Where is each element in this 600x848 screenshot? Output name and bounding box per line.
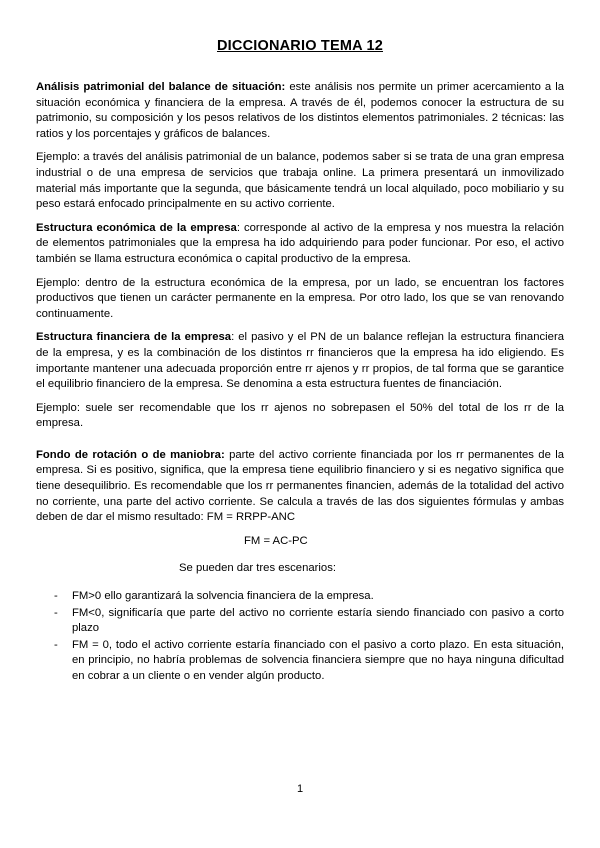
- list-item-text: FM = 0, todo el activo corriente estaría financiado con el pasivo a corto plazo. En esta situación, en principio, no habría problemas de solvencia financiera siempre que no haya ninguna dificultad en cobrar a un cliente o en vender algún producto.: [72, 638, 564, 682]
- definition-fondo-de-maniobra: [36, 448, 564, 526]
- definition-analisis-patrimonial: [36, 80, 564, 142]
- definition-text: este análisis nos permite un primer acercamiento a la situación económica y financiera de la empresa. A través de él, podemos conocer la estructura de su patrimonio, su composición y los pesos relativos de los distintos elementos patrimoniales. 2 técnicas: las ratios y los porcentajes y gráficos de balances.: [36, 81, 564, 140]
- definition-text: : corresponde al activo de la empresa y nos muestra la relación de elementos patrimoniales que la empresa ha ido adquiriendo para poder funcionar. Por eso, el activo también se llama estructura económica o capital productivo de la empresa.: [36, 221, 564, 265]
- scenarios-intro: Se pueden dar tres escenarios:: [179, 562, 336, 575]
- example-estructura-economica: Ejemplo: dentro de la estructura económica de la empresa, por un lado, se encuentran los factores productivos que tienen un carácter permanente en la empresa. Por otro lado, los que se van renovando continuamente.: [36, 276, 564, 320]
- list-dash: -: [54, 638, 58, 651]
- scenarios-list: [36, 589, 564, 685]
- list-item-text: FM>0 ello garantizará la solvencia financiera de la empresa.: [72, 590, 374, 603]
- page-number: 1: [296, 783, 304, 795]
- definition-estructura-financiera: [36, 330, 564, 392]
- term: Análisis patrimonial del balance de situación:: [36, 81, 286, 93]
- term: Fondo de rotación o de maniobra:: [36, 448, 225, 461]
- term: Estructura financiera de la empresa: [36, 331, 232, 344]
- definition-text: : el pasivo y el PN de un balance reflejan la estructura financiera de la empresa, y es la combinación de los distintos rr financieros que la empresa ha ido eligiendo. Es importante mantener una adecuada proporción entre rr ajenos y rr propios, de tal forma que se garantice el equilibrio financiero de la empresa. Se denomina a esta estructura fuentes de financiación.: [36, 331, 564, 391]
- example-estructura-financiera: Ejemplo: suele ser recomendable que los rr ajenos no sobrepasen el 50% del total de los rr de la empresa.: [36, 401, 564, 430]
- document-body: [36, 80, 564, 686]
- definition-estructura-economica: [36, 221, 564, 268]
- list-item: [36, 589, 564, 605]
- definition-text: parte del activo corriente financiada por los rr permanentes de la empresa. Si es positivo, significa, que la empresa tiene equilibrio financiero y si es negativo significa que tiene desequilibrio. Es recomendable que los rr permanentes financien, además de la totalidad del activo no corriente, una parte del activo corriente. Se calcula a través de las dos siguientes fórmulas y ambas deben de dar el mismo resultado: FM = RRPP-ANC: [36, 448, 564, 524]
- list-item: [36, 606, 564, 637]
- list-dash: -: [54, 590, 58, 603]
- list-item-text: FM<0, significaría que parte del activo no corriente estaría siendo financiado con pasivo a corto plazo: [72, 606, 564, 635]
- formula: FM = AC-PC: [244, 534, 308, 547]
- page-title: DICCIONARIO TEMA 12: [217, 38, 383, 54]
- term: Estructura económica de la empresa: [36, 221, 237, 234]
- example-analisis-patrimonial: Ejemplo: a través del análisis patrimonial de un balance, podemos saber si se trata de una gran empresa industrial o de una empresa de servicios que trabaja online. La primera presentará un inmovilizado material más importante que la segunda, que básicamente tendrá un local alquilado, poco mobiliario y su peso estará enfocado principalmente en su activo corriente.: [36, 151, 564, 211]
- list-item: [36, 638, 564, 685]
- list-dash: -: [54, 606, 58, 619]
